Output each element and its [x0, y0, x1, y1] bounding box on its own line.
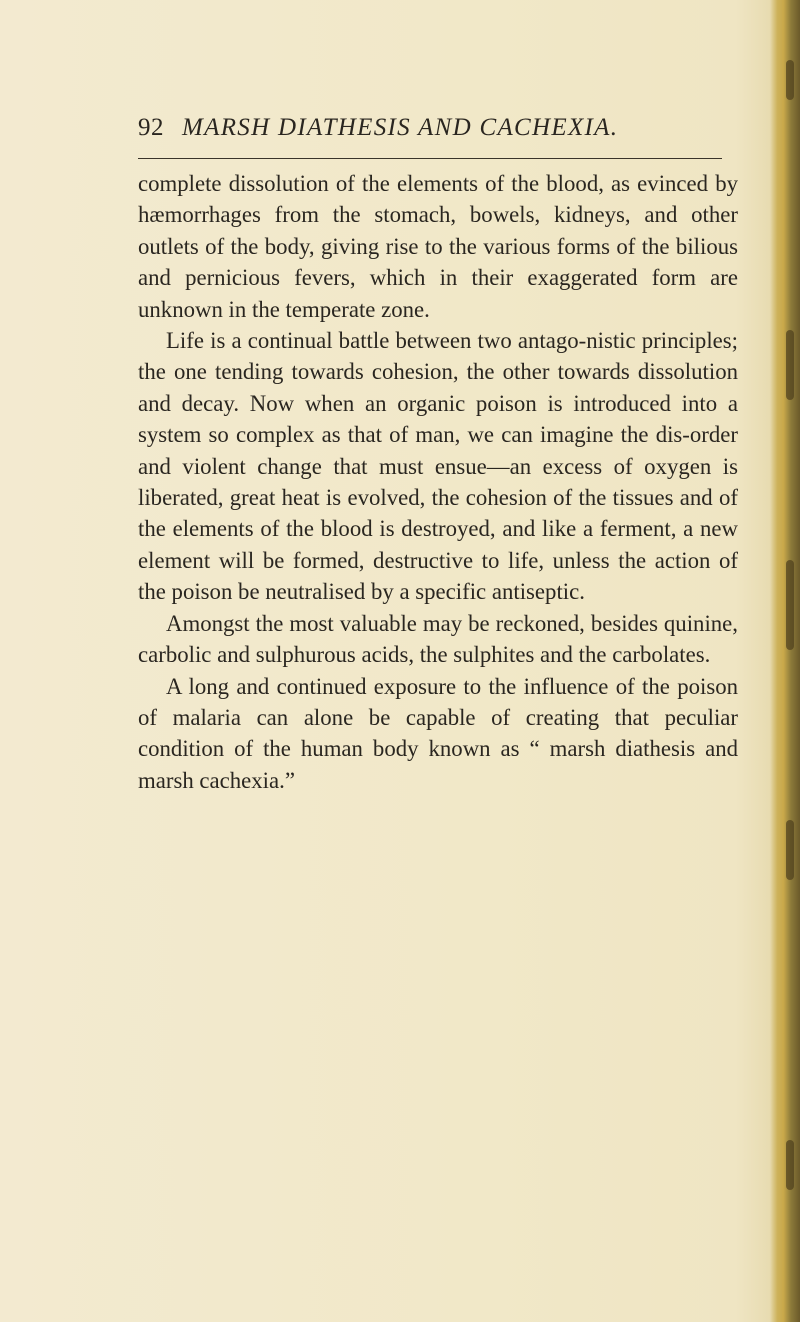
- edge-stain: [786, 820, 794, 880]
- body-text: [138, 168, 738, 796]
- page-header: [138, 114, 738, 142]
- edge-stain: [786, 330, 794, 400]
- paragraph: Life is a continual battle between two antago-nistic principles; the one tending towards cohesion, the other towards dissolution and decay. Now when an organic poison is introduced into a system so complex as that of man, we can imagine the dis-order and violent change that must ensue—an excess of oxygen is liberated, great heat is evolved, the cohesion of the tissues and of the elements of the blood is destroyed, and like a ferment, a new element will be formed, destructive to life, unless the action of the poison be neutralised by a specific antiseptic.: [138, 328, 738, 605]
- header-rule: [138, 158, 722, 159]
- edge-stain: [786, 560, 794, 650]
- edge-stain: [786, 1140, 794, 1190]
- edge-stain: [786, 60, 794, 100]
- running-head: MARSH DIATHESIS AND CACHEXIA.: [182, 114, 619, 141]
- page-edge-shadow: [770, 0, 800, 1322]
- paragraph: complete dissolution of the elements of the blood, as evinced by hæmorrhages from the stomach, bowels, kidneys, and other outlets of the body, giving rise to the various forms of the bilious and pernicious fevers, which in their exaggerated form are unknown in the temperate zone.: [138, 171, 738, 322]
- paragraph: A long and continued exposure to the influence of the poison of malaria can alone be capable of creating that peculiar condition of the human body known as “ marsh diathesis and marsh cachexia.”: [138, 673, 738, 793]
- paragraph: Amongst the most valuable may be reckoned, besides quinine, carbolic and sulphurous acids, the sulphites and the carbolates.: [138, 610, 738, 668]
- page-number: 92: [138, 114, 164, 141]
